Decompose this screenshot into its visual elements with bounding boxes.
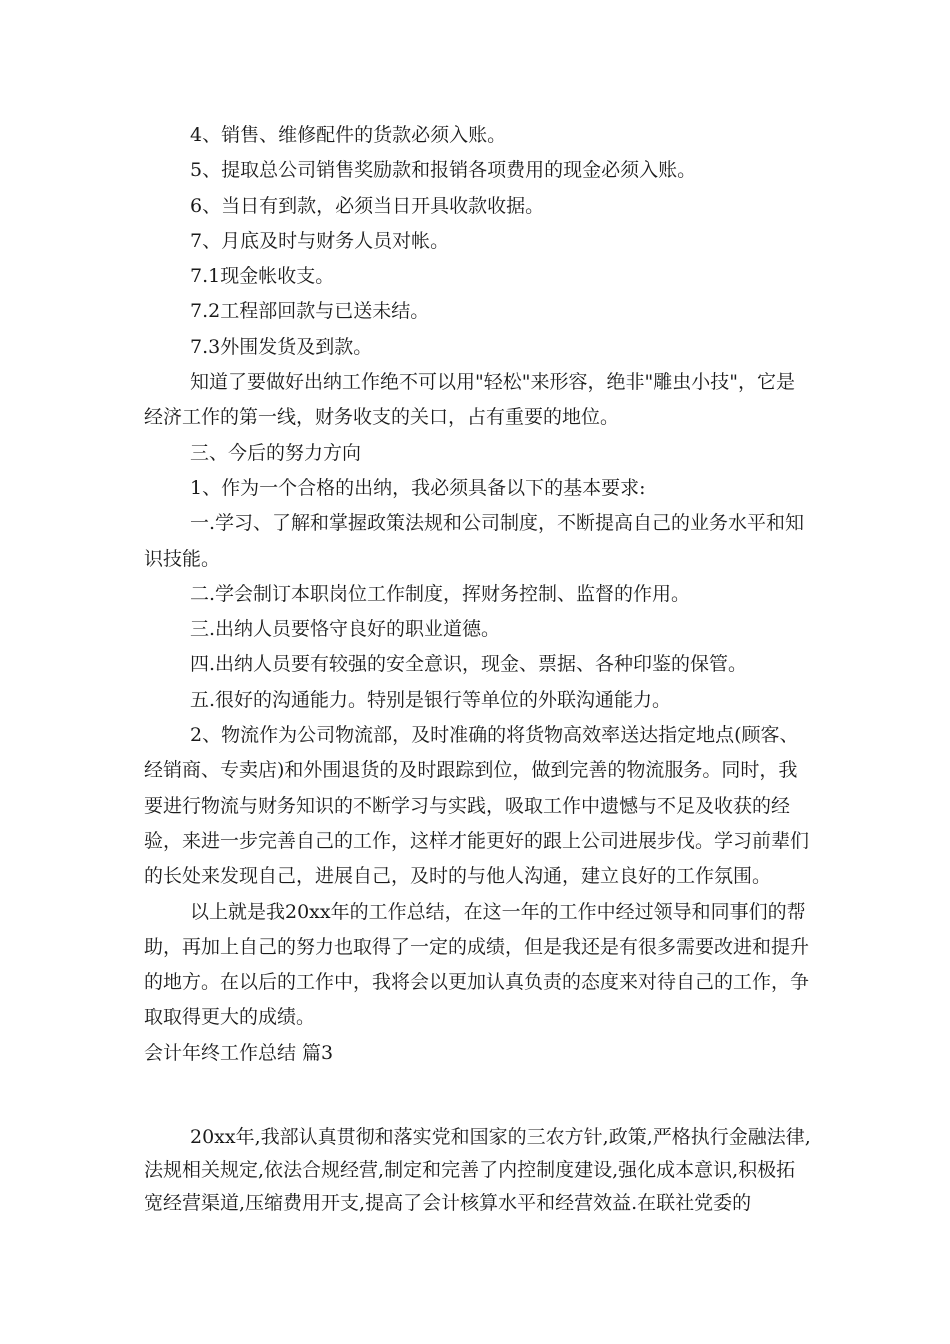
paragraph-item-7-2: 7.2工程部回款与已送未结。 bbox=[190, 300, 430, 323]
section-paragraph: 20xx年,我部认真贯彻和落实党和国家的三农方针,政策,严格执行金融法律,法规相关规定,依法合规经营,制定和完善了内控制度建设,强化成本意识,积极拓宽经营渠道,压缩费用开支,提高了会计核算水平和经营效益.在联社党委的 bbox=[144, 1126, 811, 1215]
paragraph-item-7: 7、月底及时与财务人员对帐。 bbox=[190, 229, 450, 252]
paragraph-requirement-1: 一.学习、了解和掌握政策法规和公司制度，不断提高自己的业务水平和知识技能。 bbox=[144, 512, 805, 570]
paragraph-item-5: 5、提取总公司销售奖励款和报销各项费用的现金必须入账。 bbox=[190, 159, 697, 182]
paragraph-item-7-1: 7.1现金帐收支。 bbox=[190, 265, 335, 288]
paragraph-requirement-4: 四.出纳人员要有较强的安全意识，现金、票据、各种印鉴的保管。 bbox=[190, 653, 748, 676]
paragraph-requirement-3: 三.出纳人员要恪守良好的职业道德。 bbox=[190, 618, 501, 641]
paragraph-item-7-3: 7.3外围发货及到款。 bbox=[190, 335, 373, 358]
section-title: 会计年终工作总结 篇3 bbox=[144, 1041, 334, 1064]
paragraph-summary: 以上就是我20xx年的工作总结，在这一年的工作中经过领导和同事们的帮助，再加上自己的努力也取得了一定的成绩，但是我还是有很多需要改进和提升的地方。在以后的工作中，我将会以更加认真负责的态度来对待自己的工作，争取取得更大的成绩。 bbox=[144, 900, 810, 1029]
paragraph-item-6: 6、当日有到款，必须当日开具收款收据。 bbox=[190, 194, 545, 217]
paragraph-requirement-5: 五.很好的沟通能力。特别是银行等单位的外联沟通能力。 bbox=[190, 688, 672, 711]
document-body bbox=[144, 118, 812, 1220]
paragraph-requirements-intro: 1、作为一个合格的出纳，我必须具备以下的基本要求: bbox=[190, 476, 646, 499]
paragraph-cashier-importance: 知道了要做好出纳工作绝不可以用"轻松"来形容，绝非"雕虫小技"，它是经济工作的第一线，财务收支的关口，占有重要的地位。 bbox=[144, 371, 795, 429]
paragraph-item-4: 4、销售、维修配件的货款必须入账。 bbox=[190, 124, 507, 146]
paragraph-future-direction-heading: 三、今后的努力方向 bbox=[190, 441, 362, 464]
paragraph-logistics: 2、物流作为公司物流部，及时准确的将货物高效率送达指定地点(顾客、经销商、专卖店)和外围退货的及时跟踪到位，做到完善的物流服务。同时，我要进行物流与财务知识的不断学习与实践，吸取工作中遗憾与不足及收获的经验，来进一步完善自己的工作，这样才能更好的跟上公司进展步伐。学习前辈们的长处来发现自己，进展自己，及时的与他人沟通，建立良好的工作氛围。 bbox=[144, 724, 810, 888]
paragraph-requirement-2: 二.学会制订本职岗位工作制度，挥财务控制、监督的作用。 bbox=[190, 582, 691, 605]
section-spacer bbox=[144, 1071, 812, 1121]
